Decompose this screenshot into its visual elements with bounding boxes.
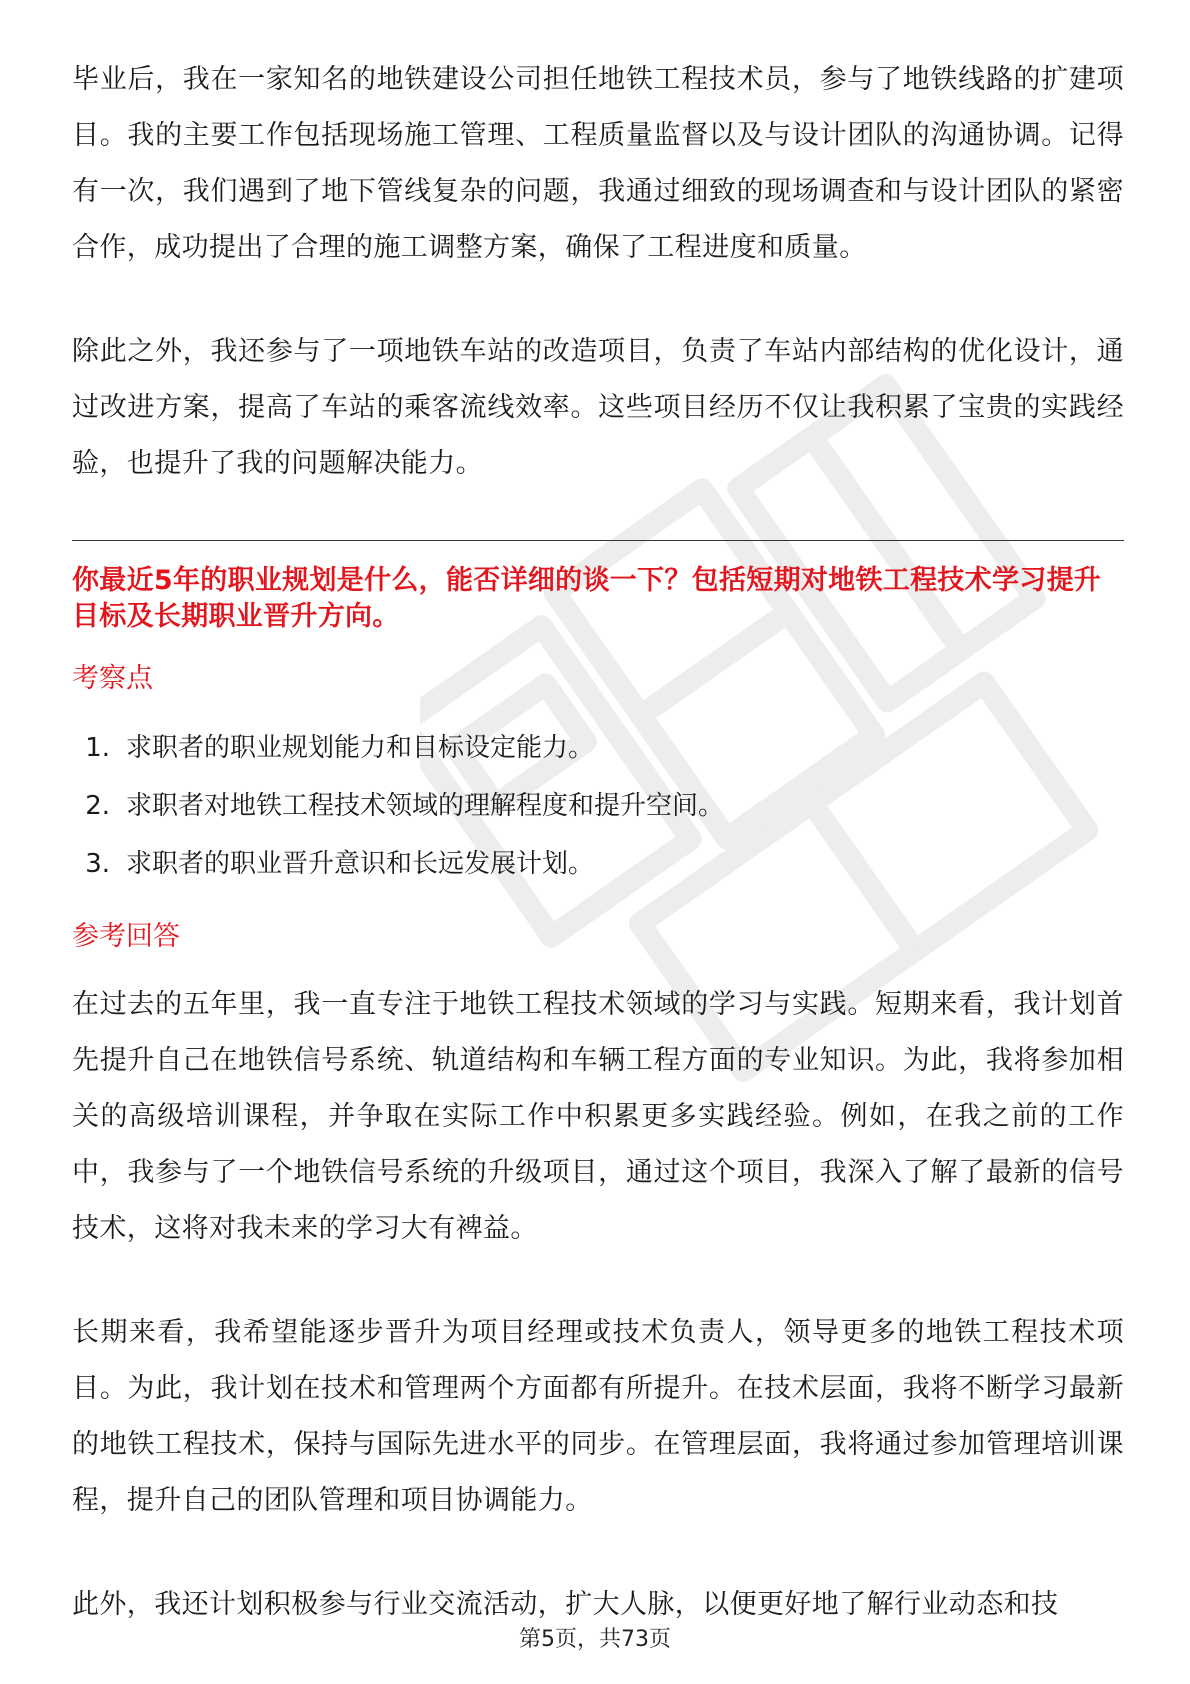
answer-paragraph-additional: 此外，我还计划积极参与行业交流活动，扩大人脉，以便更好地了解行业动态和技	[72, 1589, 1059, 1620]
answer-heading: 参考回答	[72, 921, 180, 952]
answer-paragraph-short-term: 在过去的五年里，我一直专注于地铁工程技术领域的学习与实践。短期来看，我计划首先提升自己在地铁信号系统、轨道结构和车辆工程方面的专业知识。为此，我将参加相关的高级培训课程，并争取在实际工作中积累更多实践经验。例如，在我之前的工作中，我参与了一个地铁信号系统的升级项目，通过这个项目，我深入了解了最新的信号技术，这将对我未来的学习大有裨益。	[72, 989, 1124, 1244]
paragraph-station-project: 除此之外，我还参与了一项地铁车站的改造项目，负责了车站内部结构的优化设计，通过改进方案，提高了车站的乘客流线效率。这些项目经历不仅让我积累了宝贵的实践经验，也提升了我的问题解决能力。	[72, 336, 1124, 479]
page-number-footer: 第5页，共73页	[519, 1627, 671, 1652]
list-item: 1. 求职者的职业规划能力和目标设定能力。	[85, 733, 595, 763]
page-content	[72, 52, 1124, 1633]
list-item: 2. 求职者对地铁工程技术领域的理解程度和提升空间。	[85, 791, 725, 821]
list-item: 3. 求职者的职业晋升意识和长远发展计划。	[85, 849, 595, 879]
points-list	[72, 719, 1124, 893]
answer-paragraph-long-term: 长期来看，我希望能逐步晋升为项目经理或技术负责人，领导更多的地铁工程技术项目。为此，我计划在技术和管理两个方面都有所提升。在技术层面，我将不断学习最新的地铁工程技术，保持与国际先进水平的同步。在管理层面，我将通过参加管理培训课程，提升自己的团队管理和项目协调能力。	[72, 1317, 1124, 1516]
section-divider	[72, 540, 1124, 541]
points-heading: 考察点	[72, 663, 153, 694]
interview-question: 你最近5年的职业规划是什么，能否详细的谈一下？包括短期对地铁工程技术学习提升目标及长期职业晋升方向。	[72, 565, 1102, 632]
paragraph-work-experience: 毕业后，我在一家知名的地铁建设公司担任地铁工程技术员，参与了地铁线路的扩建项目。我的主要工作包括现场施工管理、工程质量监督以及与设计团队的沟通协调。记得有一次，我们遇到了地下管线复杂的问题，我通过细致的现场调查和与设计团队的紧密合作，成功提出了合理的施工调整方案，确保了工程进度和质量。	[72, 64, 1124, 263]
